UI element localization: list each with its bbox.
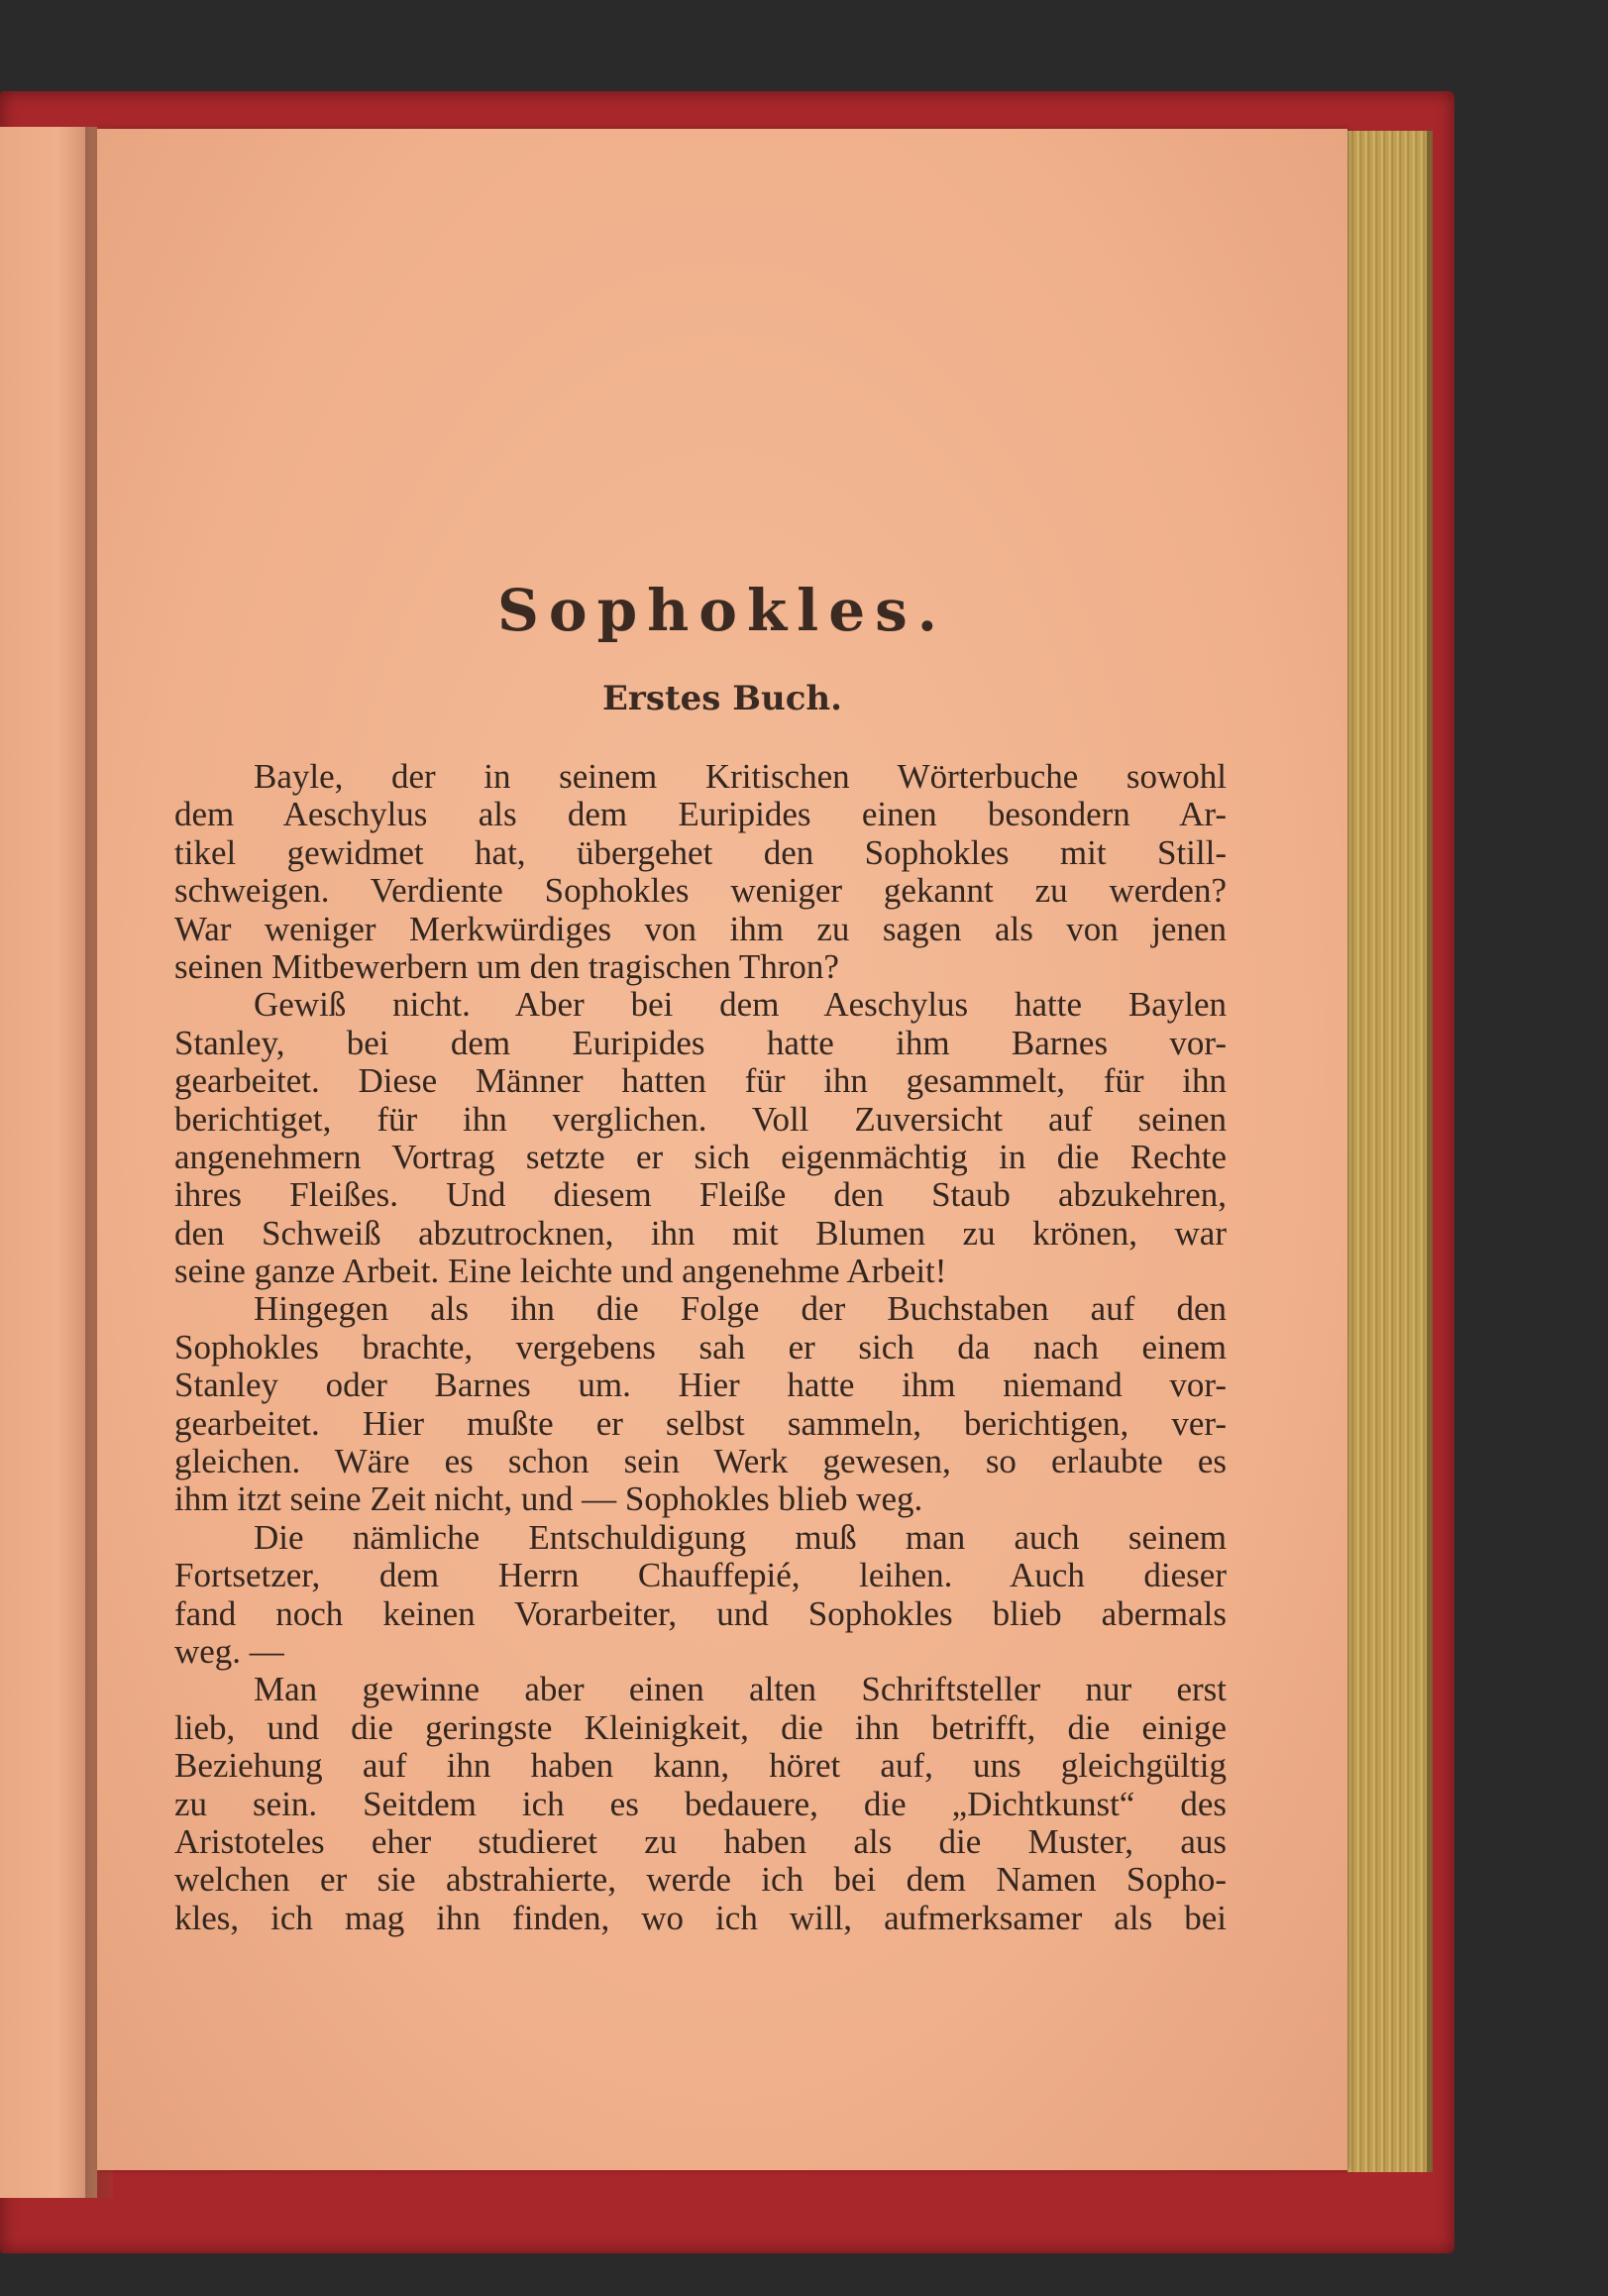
text-line: Beziehung auf ihn haben kann, höret auf, uns gleichgültig [174, 1747, 1227, 1786]
text-line: gearbeitet. Diese Männer hatten für ihn gesammelt, für ihn [174, 1062, 1227, 1101]
text-line: tikel gewidmet hat, übergehet den Sophokles mit Still- [174, 833, 1227, 872]
text-line: ihres Fleißes. Und diesem Fleiße den Staub abzukehren, [174, 1176, 1227, 1215]
text-line: Sophokles brachte, vergebens sah er sich da nach einem [174, 1328, 1227, 1367]
text-line: welchen er sie abstrahierte, werde ich bei dem Namen Sopho- [174, 1861, 1227, 1900]
book-page [97, 129, 1347, 2170]
text-line: seinen Mitbewerbern um den tragischen Thron? [174, 947, 839, 986]
page-title: Sophokles. [497, 577, 947, 644]
text-line: zu sein. Seitdem ich es bedauere, die „Dichtkunst“ des [174, 1785, 1227, 1823]
text-line: Man gewinne aber einen alten Schriftsteller nur erst [254, 1671, 1227, 1709]
text-line: den Schweiß abzutrocknen, ihn mit Blumen zu krönen, war [174, 1214, 1227, 1253]
text-line: War weniger Merkwürdiges von ihm zu sagen als von jenen [174, 910, 1227, 948]
text-line: angenehmern Vortrag setzte er sich eigenmächtig in die Rechte [174, 1138, 1227, 1176]
chapter-heading: Erstes Buch. [601, 679, 842, 718]
text-line: Stanley, bei dem Euripides hatte ihm Barnes vor- [174, 1024, 1227, 1062]
text-line: kles, ich mag ihn finden, wo ich will, aufmerksamer als bei [174, 1899, 1227, 1937]
text-line: Fortsetzer, dem Herrn Chauffepié, leihen. Auch dieser [174, 1557, 1227, 1595]
gilt-page-edges [1347, 131, 1433, 2172]
text-line: fand noch keinen Vorarbeiter, und Sophokles blieb abermals [174, 1594, 1227, 1633]
text-line: dem Aeschylus als dem Euripides einen besondern Ar- [174, 796, 1227, 834]
text-line: berichtiget, für ihn verglichen. Voll Zuversicht auf seinen [174, 1100, 1227, 1139]
text-line: weg. — [174, 1632, 284, 1671]
text-line: Hingegen als ihn die Folge der Buchstaben auf den [254, 1290, 1227, 1329]
text-line: ihm itzt seine Zeit nicht, und — Sophokles blieb weg. [174, 1480, 923, 1519]
text-line: schweigen. Verdiente Sophokles weniger gekannt zu werden? [174, 872, 1227, 911]
text-line: lieb, und die geringste Kleinigkeit, die ihn betrifft, die einige [174, 1708, 1227, 1747]
text-line: seine ganze Arbeit. Eine leichte und angenehme Arbeit! [174, 1253, 947, 1291]
text-line: Aristoteles eher studieret zu haben als die Muster, aus [174, 1822, 1227, 1861]
text-line: Die nämliche Entschuldigung muß man auch seinem [254, 1518, 1227, 1557]
text-line: Stanley oder Barnes um. Hier hatte ihm niemand vor- [174, 1367, 1227, 1405]
text-line: Bayle, der in seinem Kritischen Wörterbuche sowohl [254, 758, 1227, 796]
text-line: gearbeitet. Hier mußte er selbst sammeln, berichtigen, ver- [174, 1404, 1227, 1443]
text-line: Gewiß nicht. Aber bei dem Aeschylus hatte Baylen [254, 986, 1227, 1025]
body-text [174, 758, 1227, 1937]
text-line: gleichen. Wäre es schon sein Werk gewesen, so erlaubte es [174, 1443, 1227, 1481]
left-page-edge [0, 127, 97, 2198]
